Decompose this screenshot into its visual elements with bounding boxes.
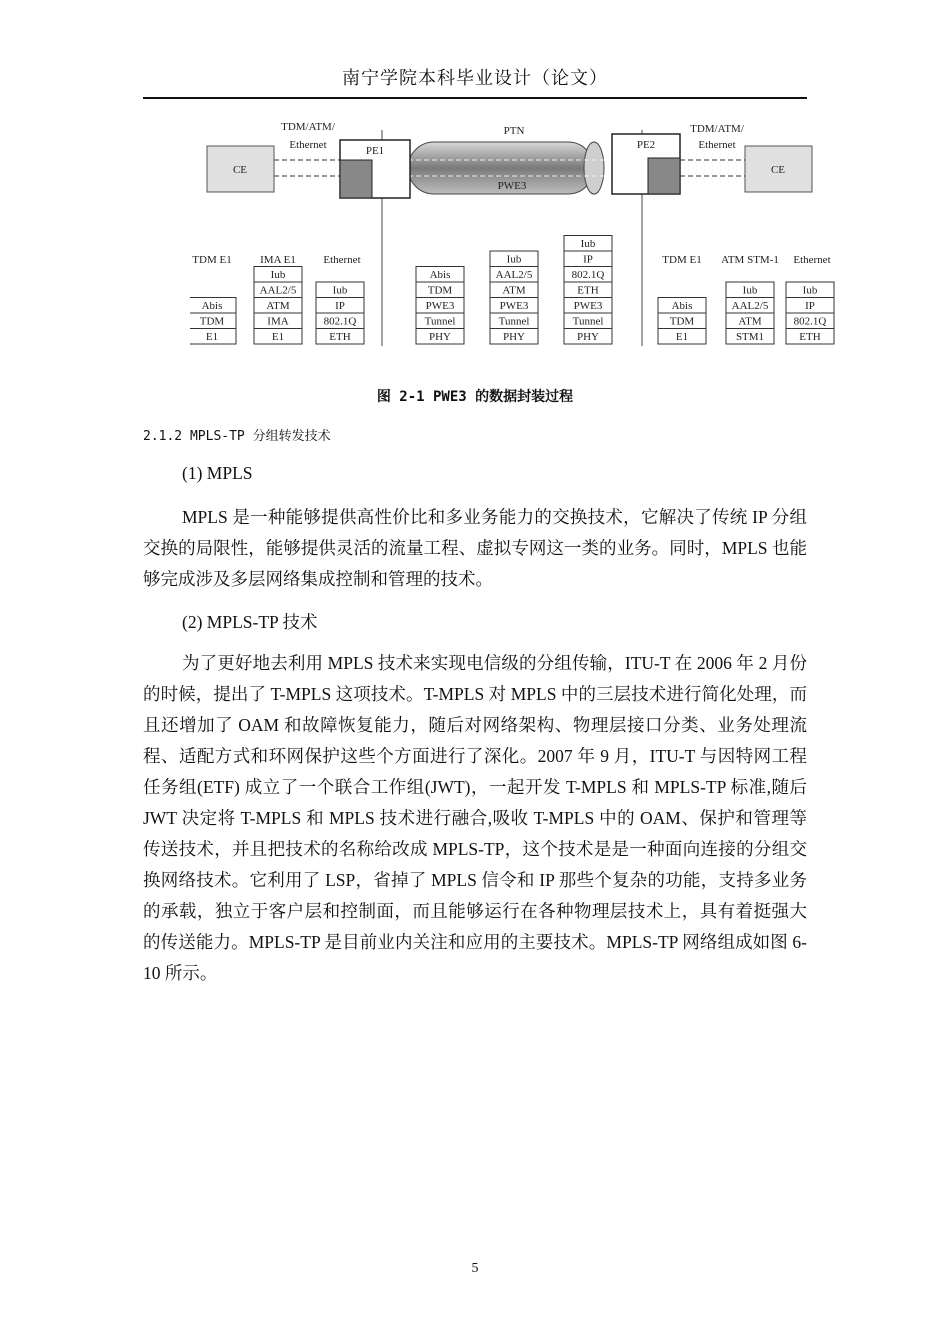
right-stack-2-cell-label: Iub [742,284,758,297]
right-stack-2-cell-label: STM1 [735,331,765,343]
middle-stack-1-cell-label: Abis [429,269,451,281]
left-stack-3-cell-label: Iub [332,284,348,297]
right-stack-2-cell-label: AAL2/5 [731,300,769,312]
pe1-port [340,160,372,198]
pe2-port [648,158,680,194]
left-stack-header: Ethernet [323,254,361,266]
left-stack-1-cell-label: E1 [205,331,219,343]
right-stack-1-cell-label: E1 [675,331,689,343]
middle-stack-3-cell-label: ETH [577,284,599,297]
left-stack-2-cell-label: AAL2/5 [259,284,297,297]
left-link-label-1: TDM/ATM/ [281,121,335,133]
right-stack-3-cell-label: IP [805,300,815,312]
right-stack-3-cell-label: ETH [799,331,821,343]
middle-stack-1-cell-label: Tunnel [424,315,456,328]
middle-stack-3-cell-label: Iub [580,238,596,250]
middle-stack-3-cell-label: PWE3 [573,300,603,312]
page-header: 南宁学院本科毕业设计（论文） [342,68,608,88]
left-ce-label: CE [232,164,248,176]
left-stack-1-cell-label: TDM [199,315,225,328]
figure-caption: 图 2-1 PWE3 的数据封装过程 [376,389,574,405]
right-stack-header: Ethernet [793,254,831,266]
middle-stack-3-cell-label: IP [583,253,593,266]
left-stack-2-cell-label: Iub [270,269,286,281]
header-rule [143,97,807,99]
left-stack-header: TDM E1 [192,254,232,266]
right-link-label-1: TDM/ATM/ [690,123,744,135]
right-stack-3-cell-label: Iub [802,284,818,297]
right-stack-3-cell-label: 802.1Q [793,315,827,328]
left-stack-3-cell-label: IP [335,300,345,312]
middle-stack-2-cell-label: Tunnel [498,315,530,328]
pwe3-label: PWE3 [497,180,527,192]
left-stack-3-cell-label: ETH [329,331,351,343]
page-number: 5 [471,1261,479,1276]
subheading-mpls: (1) MPLS [182,463,253,483]
subheading-mpls-tp: (2) MPLS-TP 技术 [182,612,318,632]
left-link-label-2: Ethernet [289,139,327,151]
paragraph-mpls-tp: 为了更好地去利用 MPLS 技术来实现电信级的分组传输，ITU-T 在 2006 年 2 月份的时候，提出了 T-MPLS 这项技术。T-MPLS 对 MPLS 中的三层技术进行简化处理，而且还增加了 OAM 和故障恢复能力，随后对网络架构、物理层接口分类、业务处理流程、适配方式和环网保护这些个方面进行了深化。2007 年 9 月，ITU-T 与因特网工程任务组(ETF) 成立了一个联合工作组(JWT)，一起开发 T-MPLS 和 MPLS-TP 标准,随后 JWT 决定将 T-MPLS 和 MPLS 技术进行融合,吸收 T-MPLS 中的 OAM、保护和管理等传送技术，并且把技术的名称给改成 MPLS-TP，这个技术是是一种面向连接的分组交换网络技术。它利用了 LSP，省掉了 MPLS 信令和 IP 那些个复杂的功能，支持多业务的承载，独立于客户层和控制面，而且能够运行在各种物理层技术上，具有着挺强大的传送能力。MPLS-TP 是目前业内关注和应用的主要技术。MPLS-TP 网络组成如图 6-10 所示。 [143,653,807,983]
left-stack-2-cell-label: E1 [271,331,285,343]
ptn-label: PTN [503,125,525,137]
right-stack-header: ATM STM-1 [721,254,779,266]
middle-stack-2-cell-label: PHY [502,331,526,343]
left-stack-header: IMA E1 [260,254,296,266]
middle-stack-2-cell-label: PWE3 [499,300,529,312]
right-stack-1-cell-label: Abis [671,300,693,312]
section-heading: 2.1.2 MPLS-TP 分组转发技术 [143,429,331,444]
middle-stack-1-cell-label: PHY [428,331,452,343]
left-stack-2-cell-label: IMA [267,315,289,328]
right-stack-header: TDM E1 [662,254,702,266]
middle-stack-1-cell-label: PWE3 [425,300,455,312]
right-stack-1-cell-label: TDM [669,315,695,328]
middle-stack-2-cell-label: AAL2/5 [495,269,533,281]
left-stack-2-cell-label: ATM [266,300,290,312]
right-ce-label: CE [770,164,786,176]
middle-stack-3-cell-label: 802.1Q [571,269,605,281]
pe2-label: PE2 [636,139,656,151]
middle-stack-1-cell-label: TDM [427,284,453,297]
left-stack-3-cell-label: 802.1Q [323,315,357,328]
middle-stack-2-cell-label: Iub [506,253,522,266]
middle-stack-3-cell-label: Tunnel [572,315,604,328]
left-stack-1-cell-label: Abis [201,300,223,312]
right-link-label-2: Ethernet [698,139,736,151]
middle-stack-3-cell-label: PHY [576,331,600,343]
right-stack-2-cell-label: ATM [738,315,762,328]
pwe3-figure [190,116,840,348]
paragraph-mpls: MPLS 是一种能够提供高性价比和多业务能力的交换技术，它解决了传统 IP 分组交换的局限性，能够提供灵活的流量工程、虚拟专网这一类的业务。同时，MPLS 也能够完成涉及多层网络集成控制和管理的技术。 [143,507,807,589]
middle-stack-2-cell-label: ATM [502,284,526,297]
pe1-label: PE1 [365,145,385,157]
